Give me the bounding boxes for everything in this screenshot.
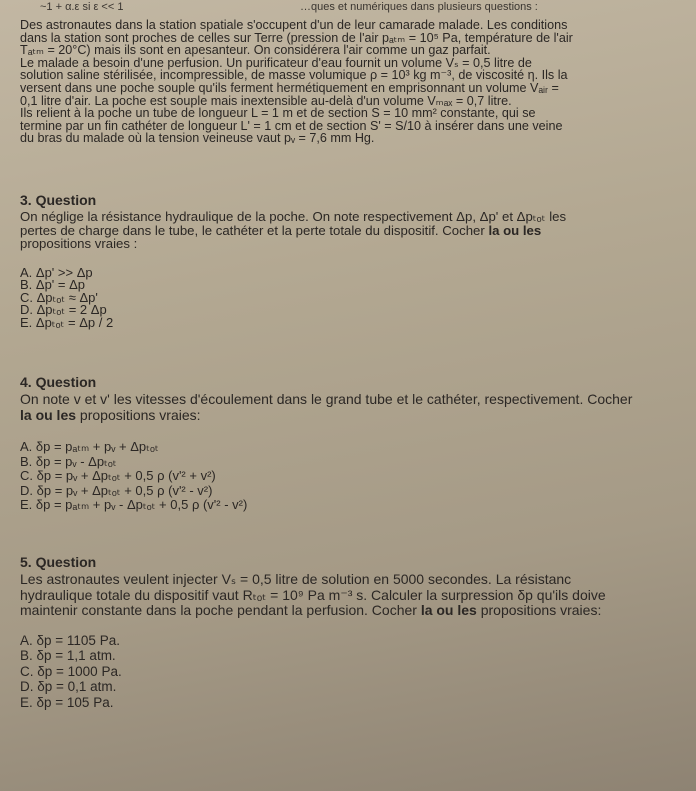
question-title: 3. Question <box>20 192 97 208</box>
question-text-part: propositions vraies: <box>76 406 201 423</box>
question-text <box>20 408 690 424</box>
option-e: E. δp = 105 Pa. <box>20 694 114 710</box>
question-text-part: propositions vraies: <box>476 602 602 618</box>
option-a: A. Δp' >> Δp <box>20 264 93 280</box>
option-c: C. Δpₜₒₜ ≈ Δp' <box>20 289 98 305</box>
intro-line: solution saline stérilisée, incompressible, de masse volumique ρ = 10³ kg m⁻³, de viscosité η. Ils la <box>20 68 568 83</box>
question-4 <box>20 374 690 513</box>
question-text: Les astronautes veulent injecter Vₛ = 0,5 litre de solution en 5000 secondes. La résistanc <box>20 571 572 587</box>
question-text-part: maintenir constante dans la poche pendant la perfusion. Cocher <box>20 602 421 618</box>
option-c: C. δp = 1000 Pa. <box>20 663 122 679</box>
question-text <box>20 224 690 238</box>
question-emphasis: la ou les <box>420 602 477 618</box>
option-d: D. δp = 0,1 atm. <box>20 679 117 694</box>
question-3 <box>20 192 690 329</box>
question-title: 4. Question <box>20 374 97 390</box>
option-d: D. Δpₜₒₜ = 2 Δp <box>20 302 107 317</box>
intro-line: Ils relient à la poche un tube de longueur L = 1 m et de section S = 10 mm² constante, qui se <box>20 106 536 121</box>
question-title: 5. Question <box>20 554 97 570</box>
option-c: C. δp = pᵥ + Δpₜₒₜ + 0,5 ρ (v'² + v²) <box>20 468 216 483</box>
option-e: E. δp = pₐₜₘ + pᵥ - Δpₜₒₜ + 0,5 ρ (v'² - v²) <box>20 497 248 512</box>
question-text: On note v et v' les vitesses d'écoulement dans le grand tube et le cathéter, respectivement. Cocher <box>20 391 633 407</box>
intro-line: termine par un fin cathéter de longueur L' = 1 cm et de section S' = S/10 à insérer dans une veine <box>20 118 563 133</box>
question-text-part: pertes de charge dans le tube, le cathéter et la perte totale du dispositif. Cocher <box>20 222 489 238</box>
intro-line: versent dans une poche souple qu'ils ferment hermétiquement en emprisonnant un volume Vₐᵢᵣ = <box>20 80 559 95</box>
option-d: D. δp = pᵥ + Δpₜₒₜ + 0,5 ρ (v'² - v²) <box>20 482 213 498</box>
intro-line: 0,1 litre d'air. La poche est souple mais inextensible au-delà d'un volume Vₘₐₓ = 0,7 litre. <box>20 93 512 108</box>
question-text <box>20 603 690 619</box>
question-text: hydraulique totale du dispositif vaut Rₜₒₜ = 10⁹ Pa m⁻³ s. Calculer la surpression δp qu'ils doive <box>20 586 606 603</box>
option-b: B. Δp' = Δp <box>20 277 86 292</box>
intro-line: Le malade a besoin d'une perfusion. Un purificateur d'eau fournit un volume Vₛ = 0,5 litre de <box>20 55 532 70</box>
intro-line: Des astronautes dans la station spatiale s'occupent d'un de leur camarade malade. Les conditions <box>20 18 568 32</box>
option-b: B. δp = pᵥ - Δpₜₒₜ <box>20 453 117 469</box>
question-emphasis: la ou les <box>20 406 77 423</box>
option-b: B. δp = 1,1 atm. <box>20 648 116 663</box>
question-text: On néglige la résistance hydraulique de la poche. On note respectivement Δp, Δp' et Δpₜₒₜ les <box>20 209 567 224</box>
option-a: A. δp = pₐₜₘ + pᵥ + Δpₜₒₜ <box>20 439 159 454</box>
question-5 <box>20 554 690 710</box>
intro-paragraph <box>20 19 690 145</box>
option-a: A. δp = 1105 Pa. <box>20 632 120 648</box>
intro-line: dans la station sont proches de celles sur Terre (pression de l'air pₐₜₘ = 10⁵ Pa, température de l'air <box>20 30 573 45</box>
option-e: E. Δpₜₒₜ = Δp / 2 <box>20 314 114 330</box>
question-emphasis: la ou les <box>488 222 542 238</box>
intro-line: Tₐₜₘ = 20°C) mais ils sont en apesanteur. On considérera l'air comme un gaz parfait. <box>20 43 491 58</box>
intro-line: du bras du malade où la tension veineuse vaut pᵥ = 7,6 mm Hg. <box>20 131 375 146</box>
header-note: …ques et numériques dans plusieurs questions : <box>300 1 538 13</box>
question-text: propositions vraies : <box>20 236 138 251</box>
header-formula: ~1 + α.ε si ε << 1 <box>40 1 124 13</box>
